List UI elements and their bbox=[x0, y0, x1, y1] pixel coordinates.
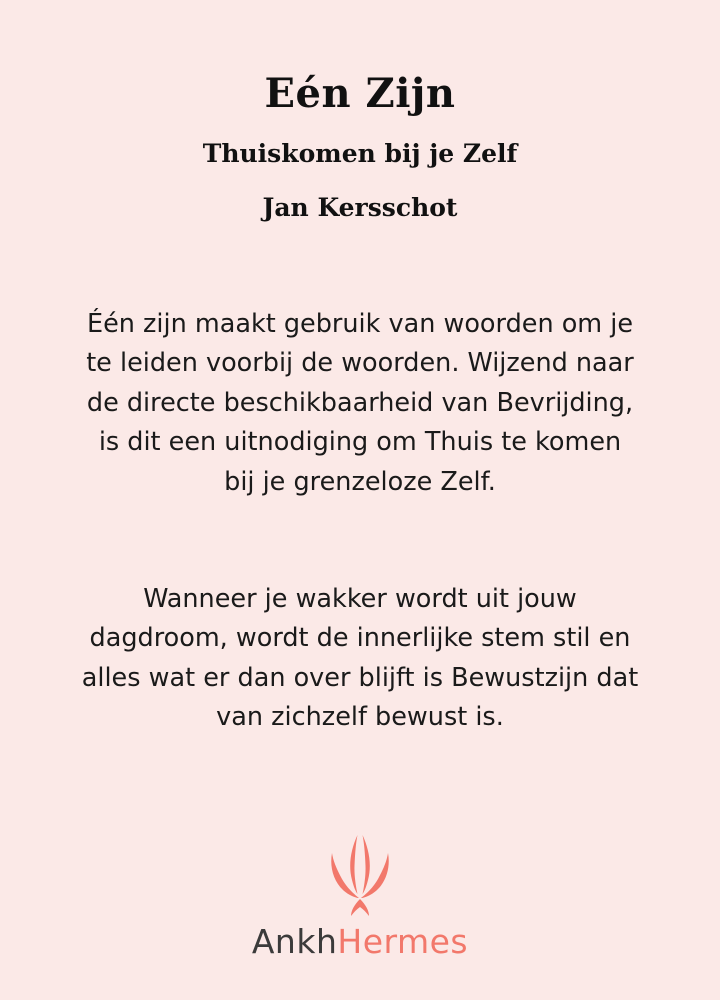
book-author: Jan Kersschot bbox=[262, 192, 458, 222]
tulip-flame-logo-icon bbox=[321, 833, 399, 919]
page-title: Eén Zijn bbox=[264, 70, 456, 117]
publisher-logo bbox=[0, 833, 720, 961]
book-subtitle: Thuiskomen bij je Zelf bbox=[202, 139, 518, 168]
publisher-wordmark bbox=[251, 922, 469, 961]
blurb-paragraph-1: Één zijn maakt gebruik van woorden om je te leiden voorbij de woorden. Wijzend naar de directe beschikbaarheid van Bevrijding, is dit een uitnodiging om Thuis te komen bij je grenzeloze Zelf. bbox=[86, 308, 634, 497]
blurb-paragraph-2: Wanneer je wakker wordt uit jouw dagdroom, wordt de innerlijke stem stil en alles wat er dan over blijft is Bewustzijn dat van zichzelf bewust is. bbox=[81, 583, 639, 733]
publisher-name-part-1: Ankh bbox=[251, 922, 338, 961]
publisher-name-part-2: Hermes bbox=[337, 922, 469, 961]
book-blurb bbox=[80, 265, 640, 777]
